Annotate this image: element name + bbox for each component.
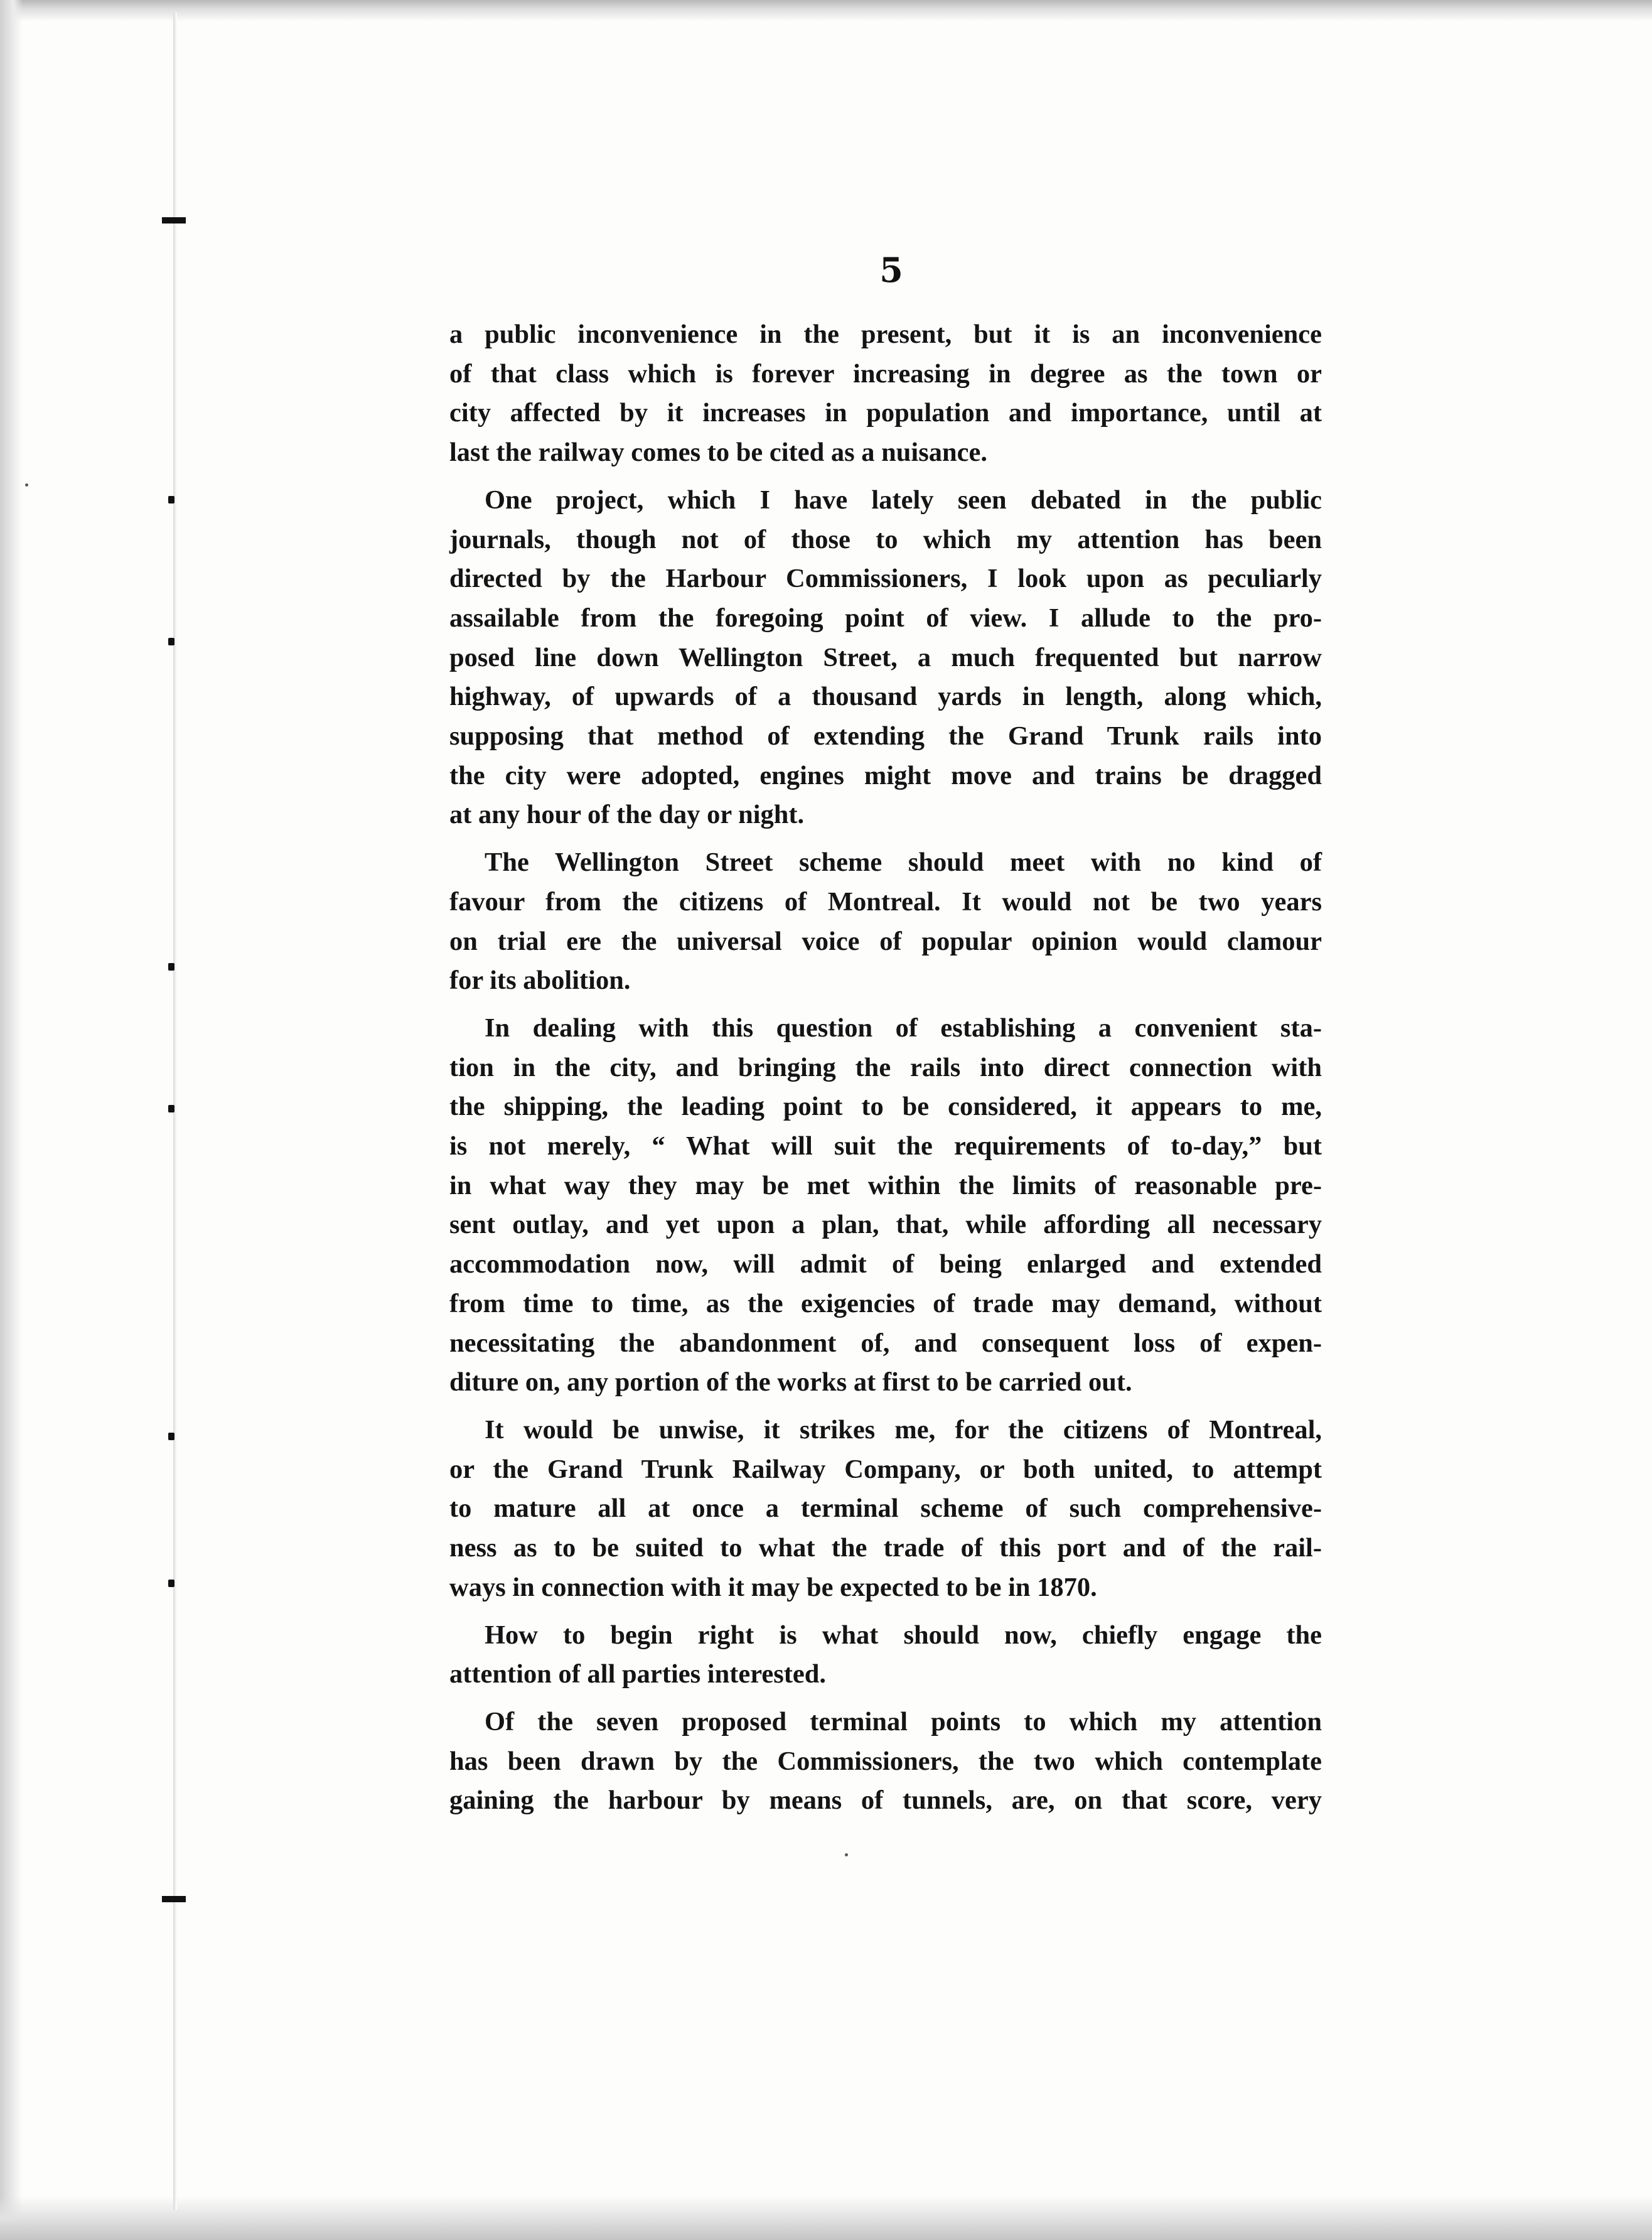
text-line: at any hour of the day or night. [449, 800, 805, 830]
binding-stitch-mark [168, 496, 174, 503]
text-line: How to begin right is what should now, chiefly engage the [485, 1620, 1322, 1650]
page-top-edge [0, 0, 1652, 21]
text-line: favour from the citizens of Montreal. It would not be two years [449, 886, 1322, 917]
text-line: tion in the city, and bringing the rails into direct connection with [449, 1052, 1322, 1082]
page-number: 5 [879, 250, 903, 290]
text-line: supposing that method of extending the Grand Trunk rails into [449, 721, 1322, 751]
text-line: The Wellington Street scheme should meet with no kind of [485, 848, 1322, 878]
text-line: to mature all at once a terminal scheme of such comprehensive- [449, 1494, 1322, 1524]
binding-stitch-mark [168, 963, 174, 971]
binding-stitch-mark [162, 217, 186, 223]
paragraph [449, 481, 1322, 835]
binding-stitch-mark [168, 1105, 174, 1112]
scan-speck [25, 483, 28, 487]
text-line: Of the seven proposed terminal points to which my attention [485, 1706, 1322, 1737]
paragraph [449, 1009, 1322, 1403]
text-line: has been drawn by the Commissioners, the two which contemplate [449, 1746, 1322, 1776]
body-text [449, 315, 1322, 1821]
text-line: city affected by it increases in population and importance, until at [449, 398, 1322, 428]
paragraph [449, 1703, 1322, 1821]
text-line: a public inconvenience in the present, but it is an inconvenience [449, 320, 1322, 349]
text-line: posed line down Wellington Street, a much frequented but narrow [449, 642, 1322, 672]
text-line: on trial ere the universal voice of popular opinion would clamour [449, 926, 1322, 956]
binding-stitch-mark [168, 1580, 174, 1587]
paragraph [449, 1411, 1322, 1608]
text-line: or the Grand Trunk Railway Company, or both united, to attempt [449, 1454, 1322, 1484]
text-line: the shipping, the leading point to be considered, it appears to me, [449, 1092, 1322, 1122]
text-line: ways in connection with it may be expected to be in 1870. [449, 1572, 1097, 1602]
text-line: from time to time, as the exigencies of trade may demand, without [449, 1288, 1322, 1318]
text-line: is not merely, “ What will suit the requirements of to-day,” but [449, 1131, 1322, 1161]
text-line: directed by the Harbour Commissioners, I look upon as peculiarly [449, 564, 1322, 594]
paragraph [449, 315, 1322, 473]
text-line: in what way they may be met within the limits of reasonable pre- [449, 1170, 1322, 1200]
text-line: sent outlay, and yet upon a plan, that, while affording all necessary [449, 1210, 1322, 1240]
scan-speck [845, 1853, 848, 1856]
text-line: for its abolition. [449, 966, 631, 996]
text-line: ness as to be suited to what the trade of this port and of the rail- [449, 1533, 1322, 1563]
binding-stitch-mark [162, 1896, 186, 1902]
text-line: of that class which is forever increasing in degree as the town or [449, 358, 1322, 389]
text-line: attention of all parties interested. [449, 1659, 827, 1689]
text-line: gaining the harbour by means of tunnels, are, on that score, very [449, 1785, 1322, 1816]
text-line: highway, of upwards of a thousand yards in length, along which, [449, 682, 1322, 712]
binding-stitch-mark [168, 1433, 174, 1440]
text-line: In dealing with this question of establishing a convenient sta- [485, 1013, 1322, 1043]
binding-stitch-mark [168, 638, 174, 645]
page-left-edge [0, 0, 23, 2240]
text-line: One project, which I have lately seen debated in the public [485, 485, 1322, 515]
text-line: accommodation now, will admit of being enlarged and extended [449, 1249, 1322, 1279]
paragraph [449, 843, 1322, 1001]
text-line: It would be unwise, it strikes me, for the citizens of Montreal, [485, 1414, 1322, 1445]
text-line: assailable from the foregoing point of view. I allude to the pro- [449, 603, 1322, 633]
text-line: necessitating the abandonment of, and consequent loss of expen- [449, 1328, 1322, 1358]
text-line: last the railway comes to be cited as a nuisance. [449, 438, 987, 468]
text-line: journals, though not of those to which my attention has been [449, 524, 1322, 554]
page-bottom-edge [0, 2196, 1652, 2240]
text-line: diture on, any portion of the works at first to be carried out. [449, 1367, 1132, 1397]
paragraph [449, 1616, 1322, 1694]
text-line: the city were adopted, engines might move and trains be dragged [449, 760, 1322, 790]
